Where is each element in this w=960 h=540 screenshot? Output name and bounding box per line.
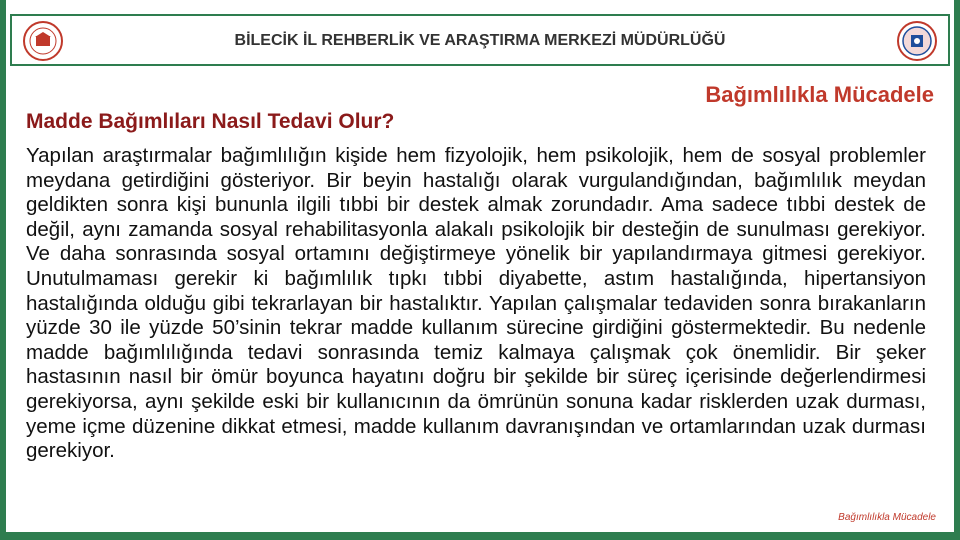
- slide-body-text: Yapılan araştırmalar bağımlılığın kişide hem fizyolojik, hem psikolojik, hem de sosyal problemler meydana getirdiğini gösteriyor. Bir beyin hastalığı olarak vurgulandığından, bağımlılık meydan geldikten sonra kişi bununla ilgili tıbbi bir destek almak zorundadır. Ama sadece tıbbi destek de değil, aynı zamanda sosyal rehabilitasyonla alakalı psikolojik bir desteğin de sunulması gerekiyor. Ve daha sonrasında sosyal ortamını değiştirmeye yönelik bir yapılandırmaya gitmesi gerekiyor. Unutulmaması gerekir ki bağımlılık tıpkı tıbbi diyabette, astım hastalığında, hipertansiyon hastalığında olduğu gibi tekrarlayan bir hastalıktır. Yapılan çalışmalar tedaviden sonra bırakanların yüzde 30 ile yüzde 50’sinin tekrar madde kullanım sürecine girdiğini göstermektedir. Bu nedenle madde bağımlılığında tedavi sonrasında temiz kalmaya çalışmak çok önemlidir. Bir şeker hastasının nasıl bir ömür boyunca hayatını doğru bir şekilde bir süreç içerisinde değerlendirmesi gerekiyorsa, aynı şekilde eski bir kullanıcının da ömrünün sonuna kadar risklerden uzak durması, yeme içme düzenine dikkat etmesi, madde kullanım davranışından ve ortamlarından uzak durması gerekiyor.: [26, 144, 926, 463]
- header-bar: [10, 14, 950, 66]
- ram-logo-icon: [896, 20, 938, 62]
- footer-label: Bağımlılıkla Mücadele: [838, 512, 936, 523]
- slide-subtitle: Bağımlılıkla Mücadele: [705, 82, 934, 107]
- slide-heading: Madde Bağımlıları Nasıl Tedavi Olur?: [26, 110, 395, 133]
- header-title: BİLECİK İL REHBERLİK VE ARAŞTIRMA MERKEZİ MÜDÜRLÜĞÜ: [234, 32, 726, 49]
